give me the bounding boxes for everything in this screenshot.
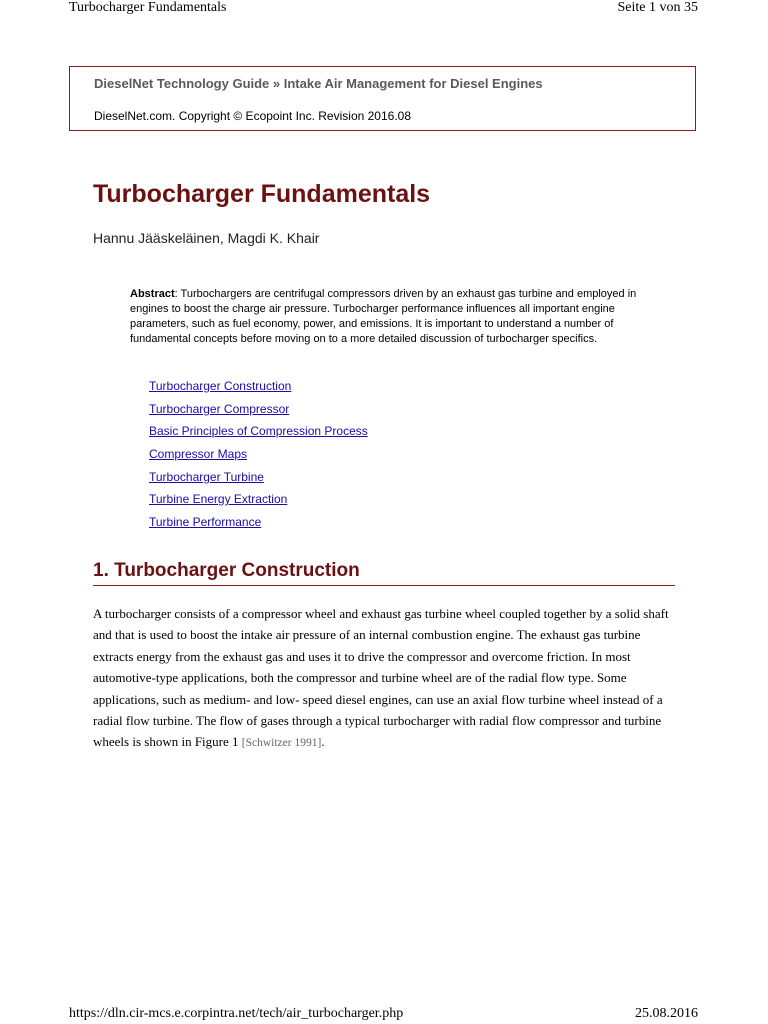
toc-link-compression-principles[interactable]: Basic Principles of Compression Process [149, 424, 368, 439]
section-heading: 1. Turbocharger Construction [93, 560, 675, 586]
toc-item [149, 378, 368, 401]
page-title: Turbocharger Fundamentals [93, 180, 431, 208]
guide-breadcrumb: DieselNet Technology Guide » Intake Air Management for Diesel Engines [94, 76, 543, 91]
paragraph-end: . [321, 734, 325, 750]
abstract [130, 287, 660, 347]
toc-item [149, 469, 368, 492]
toc-link-turbocharger-construction[interactable]: Turbocharger Construction [149, 379, 292, 393]
toc-link-compressor-maps[interactable]: Compressor Maps [149, 447, 248, 462]
authors: Hannu Jääskeläinen, Magdi K. Khair [93, 230, 320, 246]
abstract-label: Abstract [130, 288, 175, 300]
print-footer-date: 25.08.2016 [635, 1006, 698, 1021]
print-header-title: Turbocharger Fundamentals [69, 0, 227, 15]
print-footer-url: https://dln.cir-mcs.e.corpintra.net/tech/air_turbocharger.php [69, 1006, 404, 1021]
toc-link-turbocharger-compressor[interactable]: Turbocharger Compressor [149, 401, 290, 416]
toc-link-turbine-energy-extraction[interactable]: Turbine Energy Extraction [149, 492, 288, 507]
table-of-contents [149, 378, 368, 537]
abstract-text: : Turbochargers are centrifugal compressors driven by an exhaust gas turbine and employed in engines to boost the charge air pressure. Turbocharger performance influences all important engine parameters, such as fuel economy, power, and emissions. It is important to understand a number of fundamental concepts before moving on to a more detailed discussion of turbocharger specifics. [130, 288, 637, 345]
toc-item [149, 514, 368, 537]
copyright-notice: DieselNet.com. Copyright © Ecopoint Inc. Revision 2016.08 [94, 109, 411, 123]
section-body-paragraph [93, 603, 683, 755]
citation-link[interactable]: [Schwitzer 1991] [241, 737, 322, 750]
paragraph-text: A turbocharger consists of a compressor wheel and exhaust gas turbine wheel coupled together by a solid shaft and that is used to boost the intake air pressure of an internal combustion engine. The exhaust gas turbine extracts energy from the exhaust gas and uses it to drive the compressor and overcome friction. In most automotive-type applications, both the compressor and turbine wheel are of the radial flow type. Some applications, such as medium- and low- speed diesel engines, can use an axial flow turbine wheel instead of a radial flow turbine. The flow of gases through a typical turbocharger with radial flow compressor and turbine wheels is shown in Figure 1 [93, 606, 669, 750]
toc-item [149, 491, 368, 514]
toc-link-turbine-performance[interactable]: Turbine Performance [149, 515, 262, 530]
print-footer [69, 1006, 698, 1022]
toc-item [149, 423, 368, 446]
print-header [69, 0, 698, 18]
guide-banner [69, 66, 696, 131]
toc-item [149, 446, 368, 469]
print-header-page-number: Seite 1 von 35 [617, 0, 698, 15]
toc-link-turbocharger-turbine[interactable]: Turbocharger Turbine [149, 469, 264, 484]
toc-item [149, 401, 368, 424]
